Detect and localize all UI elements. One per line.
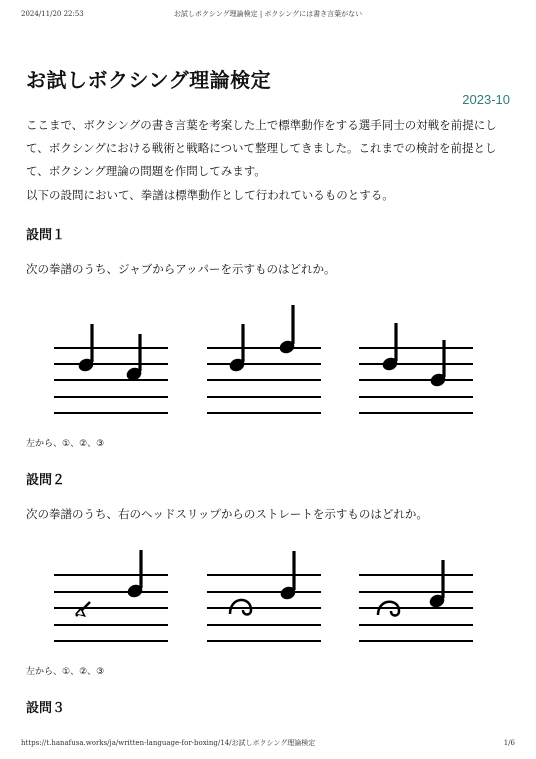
note (279, 551, 297, 601)
intro-paragraph: ここまで、ボクシングの書き言葉を考案した上で標準動作をする選手同士の対戦を前提にして、ボクシングにおける戦術と戦略について整理してきました。これまでの検討を前提として、ボクシング理論の問題を作問してみます。 (26, 118, 497, 178)
print-datetime: 2024/11/20 22:53 (21, 10, 84, 18)
print-url: https://t.hanafusa.works/ja/written-language-for-boxing/14/お試しボクシング理論検定 (21, 739, 316, 747)
staff-lines (54, 348, 168, 413)
staff-lines (359, 348, 473, 413)
q1-option-1-notation (52, 300, 172, 420)
question-2-text: 次の拳譜のうち、右のヘッドスリップからのストレートを示すものはどれか。 (26, 507, 428, 521)
question-2-heading: 設問２ (26, 473, 66, 488)
note (428, 560, 446, 609)
q2-option-1-notation (52, 530, 172, 650)
print-page-title: お試しボクシング理論検定 | ボクシングには書き言葉がない (173, 10, 363, 18)
print-footer (21, 738, 515, 748)
article-date: 2023-10 (462, 92, 510, 107)
premise-paragraph: 以下の設問において、拳譜は標準動作として行われているものとする。 (26, 188, 394, 202)
staff-lines (359, 575, 473, 641)
question-1-caption: 左から、①、②、③ (26, 439, 105, 449)
question-1-heading: 設問１ (26, 228, 66, 243)
q2-option-2-notation (205, 530, 325, 650)
question-2-caption: 左から、①、②、③ (26, 667, 105, 677)
question-3-heading: 設問３ (26, 701, 66, 716)
q1-option-2-notation (205, 300, 325, 420)
print-page-number: 1/6 (503, 739, 515, 747)
note (125, 334, 143, 382)
note (278, 305, 296, 355)
page-title: お試しボクシング理論検定 (26, 68, 272, 92)
slip-mark (75, 602, 90, 617)
q1-option-3-notation (357, 300, 477, 420)
q2-option-3-notation (357, 530, 477, 650)
staff-lines (54, 575, 168, 641)
print-header (21, 10, 515, 18)
staff-lines (207, 575, 321, 641)
staff-lines (207, 348, 321, 413)
question-1-text: 次の拳譜のうち、ジャブからアッパーを示すものはどれか。 (26, 262, 336, 276)
